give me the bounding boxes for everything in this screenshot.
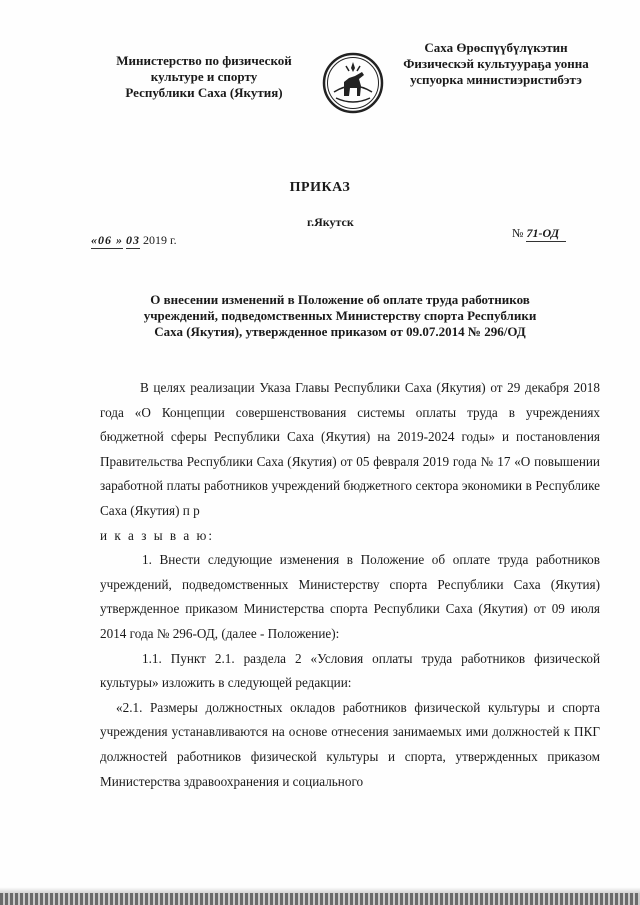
- date-year: 2019 г.: [143, 233, 177, 247]
- paragraph-item-1-1: 1.1. Пункт 2.1. раздела 2 «Условия оплаты труда работников физической культуры» изложить в следующей редакции:: [100, 650, 600, 691]
- header-right-line: успуорка министиэристибэтэ: [410, 72, 582, 87]
- paragraph-item-2-1: «2.1. Размеры должностных окладов работников физической культуры и спорта учреждения устанавливаются на основе отнесения занимаемых ими должностей к ПКГ должностей работников физической культуры и спорта, утвержденных приказом Министерства здравоохранения и социального: [100, 699, 600, 789]
- order-date: [91, 233, 177, 249]
- order-subject: [100, 292, 580, 340]
- number-prefix: №: [512, 226, 524, 240]
- paragraph-preamble: В целях реализации Указа Главы Республики Саха (Якутия) от 29 декабря 2018 года «О Концепции совершенствования системы оплаты труда в учреждениях бюджетной сферы Республики Саха (Якутия) на 2019-2024 годы» и постановления Правительства Республики Саха (Якутия) от 05 февраля 2019 года № 17 «О повышении заработной платы работников учреждений бюджетного сектора экономики в Республике Саха (Якутия) п р: [100, 380, 600, 518]
- city-name: г.Якутск: [307, 215, 354, 229]
- date-month: 03: [126, 233, 140, 247]
- header-left-line: Министерство по физической: [116, 53, 292, 68]
- paragraph-order-word: и к а з ы в а ю:: [100, 527, 215, 543]
- header-right-line: Саха Өрөспүүбүлүкэтин: [424, 40, 568, 55]
- page-bottom-edge: [0, 893, 640, 905]
- ministry-name-russian: [100, 53, 308, 101]
- subject-line: учреждений, подведомственных Министерству спорта Республики: [143, 308, 537, 323]
- date-day: «06 »: [91, 233, 123, 247]
- header-left-line: Республики Саха (Якутия): [125, 85, 283, 100]
- number-value: 71-ОД: [526, 226, 566, 242]
- republic-emblem-icon: [322, 52, 384, 114]
- paragraph-item-1: 1. Внести следующие изменения в Положение об оплате труда работников учреждений, подведомственных Министерству спорта Республики Саха (Якутия) утвержденное приказом Министерства спорта Республики Саха (Якутия) от 09 июля 2014 года № 296-ОД, (далее - Положение):: [100, 552, 600, 641]
- subject-line: Саха (Якутия), утвержденное приказом от 09.07.2014 № 296/ОД: [154, 324, 526, 339]
- header-left-line: культуре и спорту: [150, 69, 258, 84]
- document-title: ПРИКАЗ: [289, 180, 351, 195]
- subject-line: О внесении изменений в Положение об оплате труда работников: [150, 292, 530, 307]
- order-number: [512, 226, 566, 242]
- order-body: [100, 376, 600, 794]
- header-right-line: Физическэй культуураҕа уонна: [403, 56, 589, 71]
- ministry-name-yakut: [396, 40, 596, 88]
